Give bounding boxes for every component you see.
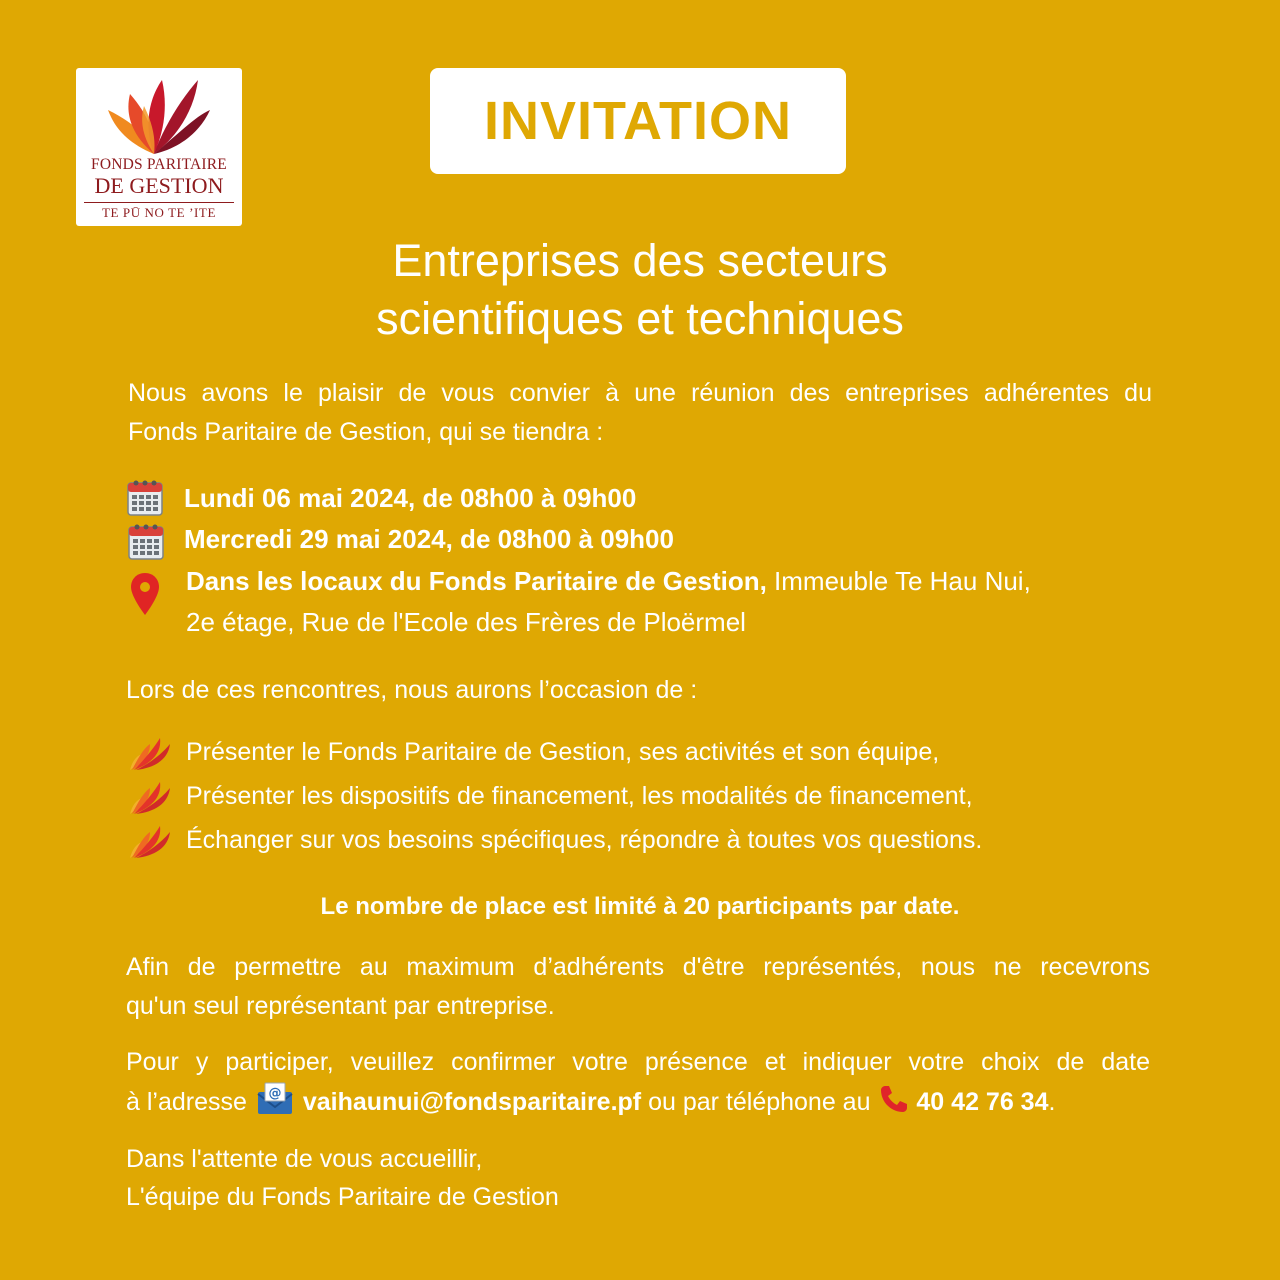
flame-leaves-icon [106, 70, 212, 156]
logo-divider [84, 202, 234, 203]
intro-line-2: Fonds Paritaire de Gestion, qui se tiendra : [128, 418, 604, 446]
email-icon [256, 1082, 294, 1128]
intro-line-1: Nous avons le plaisir de vous convier à une réunion des entreprises adhérentes du [128, 379, 1152, 407]
representation-line-2: qu'un seul représentant par entreprise. [126, 992, 555, 1020]
svg-text:@: @ [268, 1086, 282, 1101]
leaf-bullet-icon [126, 822, 176, 865]
date-1: Lundi 06 mai 2024, de 08h00 à 09h00 [184, 483, 637, 513]
representation-line-1: Afin de permettre au maximum d’adhérents d'être représentés, nous ne recevrons [126, 953, 1150, 981]
phone-number[interactable]: 40 42 76 34 [916, 1088, 1049, 1116]
rsvp-end: . [1048, 1088, 1056, 1116]
bullet-item-1: Présenter le Fonds Paritaire de Gestion, ses activités et son équipe, [186, 738, 940, 766]
rsvp-paragraph [126, 1043, 1150, 1128]
logo-tagline: TE PŪ NO TE ’ITE [101, 205, 217, 220]
calendar-icon [128, 522, 164, 565]
logo-line-1: FONDS PARITAIRE [91, 156, 227, 173]
rsvp-line-2 [126, 1082, 1150, 1128]
calendar-icon [127, 478, 163, 521]
location-line-2: 2e étage, Rue de l'Ecole des Frères de Ploërmel [186, 607, 746, 637]
location-pin-icon [130, 572, 160, 621]
intro-paragraph [128, 374, 1152, 452]
date-2: Mercredi 29 mai 2024, de 08h00 à 09h00 [184, 524, 674, 554]
page-title [140, 232, 1140, 348]
fonds-paritaire-logo [76, 68, 242, 226]
title-line-1: Entreprises des secteurs [392, 235, 888, 286]
title-line-2: scientifiques et techniques [376, 293, 904, 344]
closing-line-1: Dans l'attente de vous accueillir, [126, 1145, 483, 1173]
leaf-bullet-icon [126, 778, 176, 821]
representation-paragraph [126, 948, 1150, 1026]
participant-limit: Le nombre de place est limité à 20 participants par date. [320, 893, 960, 920]
location-building: Immeuble Te Hau Nui, [766, 566, 1031, 596]
rsvp-middle: ou par téléphone au [648, 1088, 871, 1116]
logo-line-2: DE GESTION [94, 173, 224, 198]
location-line-1 [186, 561, 1031, 601]
closing-signature: L'équipe du Fonds Paritaire de Gestion [126, 1183, 559, 1211]
invitation-badge [430, 68, 846, 174]
email-link[interactable]: vaihaunui@fondsparitaire.pf [302, 1088, 642, 1116]
lead-text: Lors de ces rencontres, nous aurons l’occasion de : [126, 676, 698, 704]
phone-icon [879, 1084, 909, 1126]
leaf-bullet-icon [126, 734, 176, 777]
rsvp-line-1: Pour y participer, veuillez confirmer votre présence et indiquer votre choix de date [126, 1048, 1150, 1076]
bullet-item-3: Échanger sur vos besoins spécifiques, répondre à toutes vos questions. [186, 826, 983, 854]
bullet-item-2: Présenter les dispositifs de financement, les modalités de financement, [186, 782, 973, 810]
rsvp-prefix: à l’adresse [126, 1088, 247, 1116]
location-bold: Dans les locaux du Fonds Paritaire de Gestion, [186, 566, 767, 596]
invitation-label: INVITATION [484, 91, 792, 151]
